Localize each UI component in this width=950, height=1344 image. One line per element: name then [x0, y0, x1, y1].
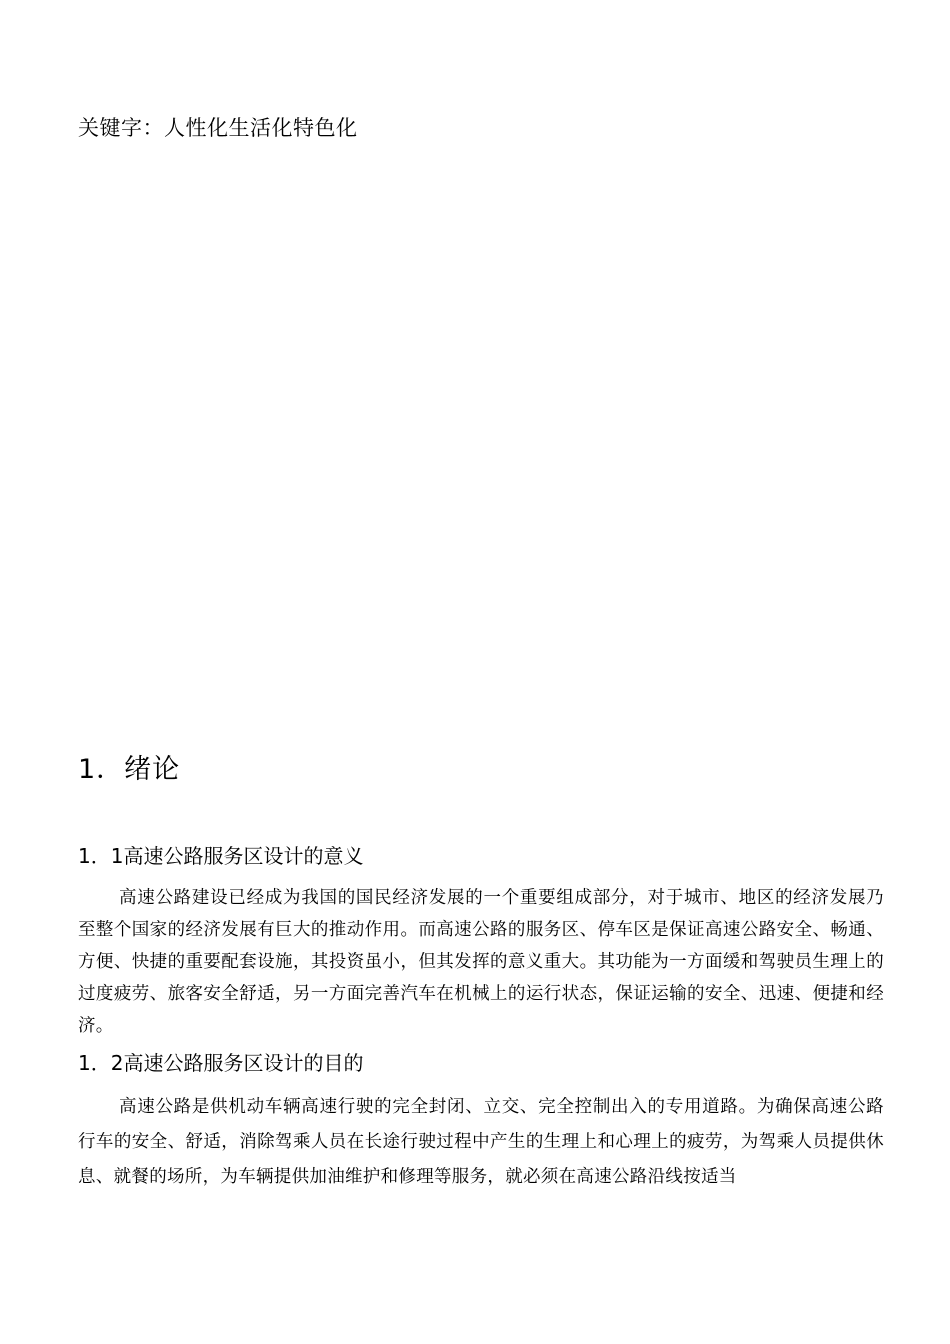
section-title-meaning: 1．1高速公路服务区设计的意义: [78, 844, 364, 868]
section-title-purpose: 1．2高速公路服务区设计的目的: [78, 1051, 364, 1075]
section-paragraph-meaning: 高速公路建设已经成为我国的国民经济发展的一个重要组成部分，对于城市、地区的经济发展乃至整个国家的经济发展有巨大的推动作用。而高速公路的服务区、停车区是保证高速公路安全、畅通、方便、快捷的重要配套设施，其投资虽小，但其发挥的意义重大。其功能为一方面缓和驾驶员生理上的过度疲劳、旅客安全舒适，另一方面完善汽车在机械上的运行状态，保证运输的安全、迅速、便捷和经济。: [78, 888, 884, 1036]
section-paragraph-purpose: 高速公路是供机动车辆高速行驶的完全封闭、立交、完全控制出入的专用道路。为确保高速公路行车的安全、舒适，消除驾乘人员在长途行驶过程中产生的生理上和心理上的疲劳，为驾乘人员提供休息、就餐的场所，为车辆提供加油维护和修理等服务，就必须在高速公路沿线按适当: [78, 1097, 884, 1187]
chapter-title: 1．绪论: [78, 754, 181, 785]
keywords-line: 关键字：人性化生活化特色化: [78, 116, 358, 140]
